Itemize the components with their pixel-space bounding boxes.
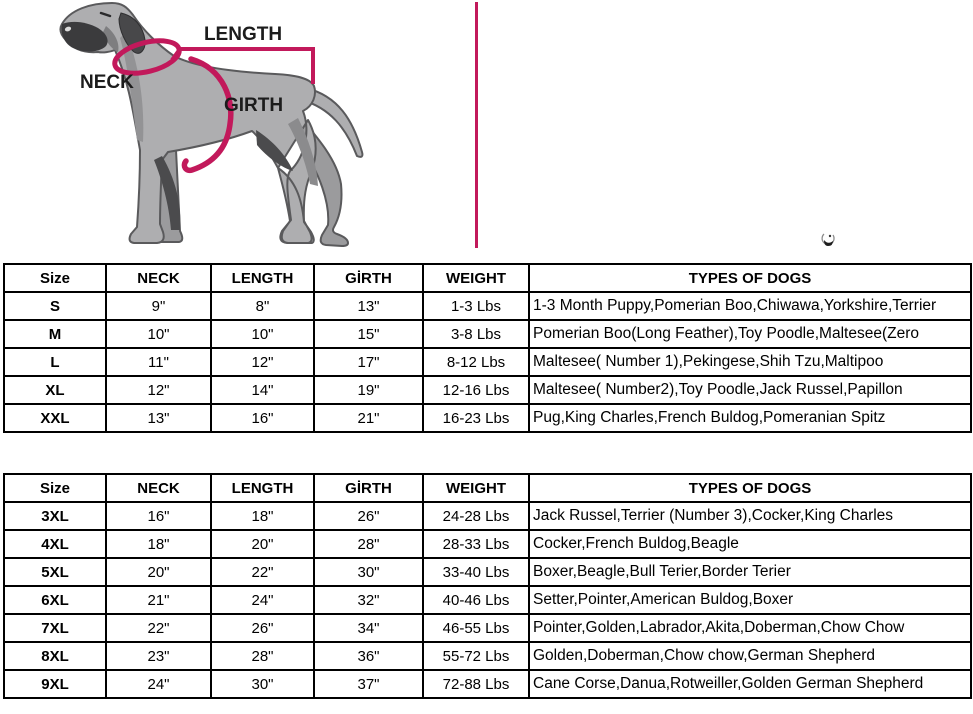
column-header: GİRTH <box>314 264 423 292</box>
column-header: Size <box>4 474 106 502</box>
column-header: WEIGHT <box>423 474 529 502</box>
table-row <box>4 586 971 614</box>
measure-cell: 30" <box>314 558 423 586</box>
column-header: TYPES OF DOGS <box>529 264 971 292</box>
size-cell: 6XL <box>4 586 106 614</box>
column-header: NECK <box>106 264 211 292</box>
measure-cell: 17" <box>314 348 423 376</box>
size-cell: 3XL <box>4 502 106 530</box>
measure-cell: 10" <box>211 320 314 348</box>
smudge-artifact <box>818 226 840 250</box>
column-header: LENGTH <box>211 474 314 502</box>
table-row <box>4 404 971 432</box>
table-row <box>4 320 971 348</box>
measure-cell: 22" <box>211 558 314 586</box>
dog-types-cell: Cocker,French Buldog,Beagle <box>529 530 971 558</box>
table-header-row <box>4 474 971 502</box>
size-cell: 9XL <box>4 670 106 698</box>
measure-cell: 24" <box>211 586 314 614</box>
measure-cell: 3-8 Lbs <box>423 320 529 348</box>
measure-cell: 55-72 Lbs <box>423 642 529 670</box>
column-header: NECK <box>106 474 211 502</box>
table-row <box>4 376 971 404</box>
measure-cell: 20" <box>211 530 314 558</box>
size-cell: 4XL <box>4 530 106 558</box>
measure-cell: 28" <box>314 530 423 558</box>
measure-cell: 13" <box>106 404 211 432</box>
measure-cell: 34" <box>314 614 423 642</box>
size-cell: S <box>4 292 106 320</box>
measure-cell: 18" <box>211 502 314 530</box>
dog-types-cell: Maltesee( Number 1),Pekingese,Shih Tzu,Maltipoo <box>529 348 971 376</box>
measure-cell: 24-28 Lbs <box>423 502 529 530</box>
dog-measurement-illustration <box>0 0 460 260</box>
table-row <box>4 558 971 586</box>
measure-cell: 11" <box>106 348 211 376</box>
measure-cell: 13" <box>314 292 423 320</box>
size-cell: 8XL <box>4 642 106 670</box>
measure-cell: 8-12 Lbs <box>423 348 529 376</box>
size-table-small <box>3 263 972 433</box>
measure-cell: 26" <box>211 614 314 642</box>
column-header: TYPES OF DOGS <box>529 474 971 502</box>
size-cell: 7XL <box>4 614 106 642</box>
measure-cell: 16" <box>211 404 314 432</box>
measure-cell: 26" <box>314 502 423 530</box>
measure-cell: 12-16 Lbs <box>423 376 529 404</box>
measure-cell: 16-23 Lbs <box>423 404 529 432</box>
measure-cell: 28-33 Lbs <box>423 530 529 558</box>
measure-cell: 24" <box>106 670 211 698</box>
dog-types-cell: Pug,King Charles,French Buldog,Pomeranian Spitz <box>529 404 971 432</box>
measure-cell: 21" <box>314 404 423 432</box>
table-row <box>4 502 971 530</box>
dog-types-cell: Maltesee( Number2),Toy Poodle,Jack Russel,Papillon <box>529 376 971 404</box>
table-row <box>4 348 971 376</box>
table-row <box>4 530 971 558</box>
measure-cell: 23" <box>106 642 211 670</box>
dog-types-cell: Golden,Doberman,Chow chow,German Shepherd <box>529 642 971 670</box>
dog-types-cell: Cane Corse,Danua,Rotweiller,Golden German Shepherd <box>529 670 971 698</box>
column-header: LENGTH <box>211 264 314 292</box>
table-row <box>4 292 971 320</box>
measure-cell: 22" <box>106 614 211 642</box>
dog-types-cell: 1-3 Month Puppy,Pomerian Boo,Chiwawa,Yorkshire,Terrier <box>529 292 971 320</box>
neck-label: NECK <box>80 72 134 93</box>
column-header: GİRTH <box>314 474 423 502</box>
dog-types-cell: Pomerian Boo(Long Feather),Toy Poodle,Maltesee(Zero <box>529 320 971 348</box>
girth-label: GIRTH <box>224 95 284 116</box>
column-header: Size <box>4 264 106 292</box>
measure-cell: 40-46 Lbs <box>423 586 529 614</box>
measure-cell: 72-88 Lbs <box>423 670 529 698</box>
measure-cell: 20" <box>106 558 211 586</box>
measure-cell: 36" <box>314 642 423 670</box>
size-cell: 5XL <box>4 558 106 586</box>
size-table-large <box>3 473 972 699</box>
size-cell: XXL <box>4 404 106 432</box>
measure-cell: 18" <box>106 530 211 558</box>
measure-cell: 12" <box>211 348 314 376</box>
table-row <box>4 670 971 698</box>
size-cell: XL <box>4 376 106 404</box>
measure-cell: 15" <box>314 320 423 348</box>
dog-types-cell: Boxer,Beagle,Bull Terier,Border Terier <box>529 558 971 586</box>
measure-cell: 16" <box>106 502 211 530</box>
size-cell: L <box>4 348 106 376</box>
table-row <box>4 642 971 670</box>
measure-cell: 32" <box>314 586 423 614</box>
measure-cell: 28" <box>211 642 314 670</box>
length-label: LENGTH <box>203 24 283 45</box>
table-row <box>4 614 971 642</box>
size-cell: M <box>4 320 106 348</box>
table-header-row <box>4 264 971 292</box>
measure-cell: 30" <box>211 670 314 698</box>
dog-types-cell: Pointer,Golden,Labrador,Akita,Doberman,Chow Chow <box>529 614 971 642</box>
measure-cell: 9" <box>106 292 211 320</box>
measure-cell: 21" <box>106 586 211 614</box>
measure-cell: 19" <box>314 376 423 404</box>
measure-cell: 10" <box>106 320 211 348</box>
dog-types-cell: Setter,Pointer,American Buldog,Boxer <box>529 586 971 614</box>
measure-cell: 12" <box>106 376 211 404</box>
measure-cell: 1-3 Lbs <box>423 292 529 320</box>
measure-cell: 8" <box>211 292 314 320</box>
measure-cell: 46-55 Lbs <box>423 614 529 642</box>
column-header: WEIGHT <box>423 264 529 292</box>
measure-cell: 33-40 Lbs <box>423 558 529 586</box>
measure-cell: 37" <box>314 670 423 698</box>
dog-types-cell: Jack Russel,Terrier (Number 3),Cocker,King Charles <box>529 502 971 530</box>
vertical-divider <box>475 2 478 248</box>
measure-cell: 14" <box>211 376 314 404</box>
